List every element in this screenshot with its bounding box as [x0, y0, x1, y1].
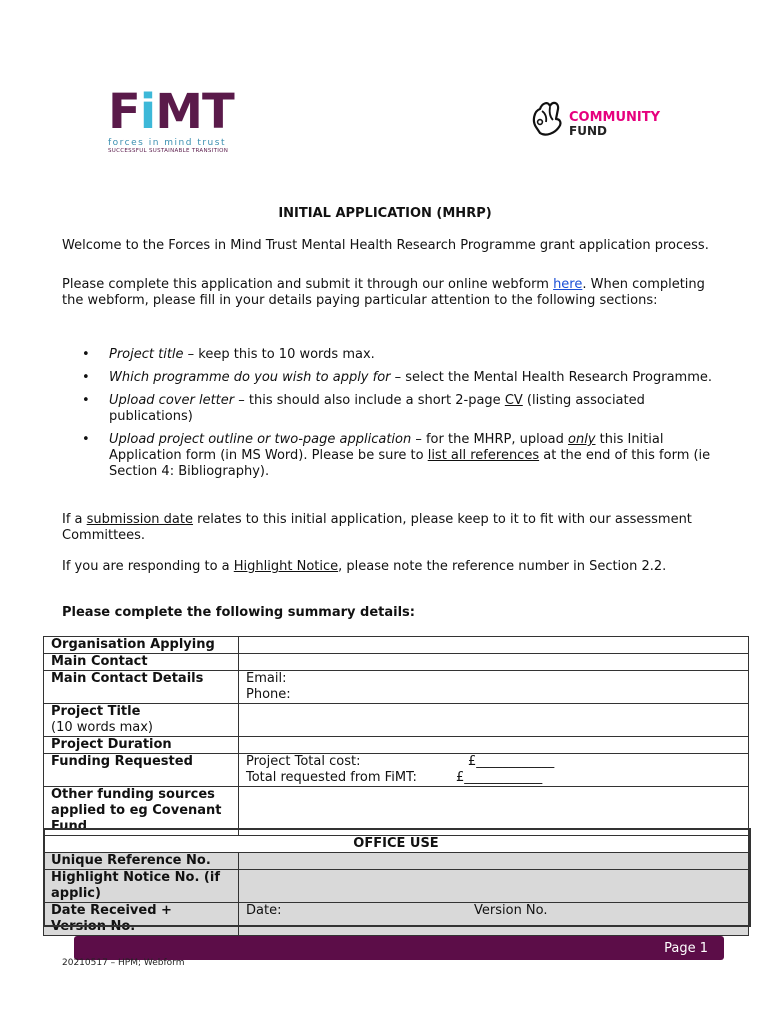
- footer-reference: 20210517 – HPM; Webform: [62, 958, 185, 968]
- other-funding-label: Other funding sources applied to eg Covenant Fund: [44, 787, 239, 836]
- unique-reference-label: Unique Reference No.: [44, 853, 239, 870]
- table-row: [44, 836, 749, 853]
- footer-bar: [74, 936, 724, 960]
- document-title: INITIAL APPLICATION (MHRP): [278, 206, 492, 221]
- main-contact-field[interactable]: [239, 654, 749, 671]
- total-cost-blank: £____________: [468, 754, 555, 769]
- project-duration-label: Project Duration: [44, 737, 239, 754]
- list-item: • Project title – keep this to 10 words max.: [62, 347, 712, 363]
- date-label: Date:: [246, 903, 282, 918]
- table-row: [44, 853, 749, 870]
- community-fund-logo: [528, 95, 678, 145]
- project-title-label: Project Title (10 words max): [44, 704, 239, 737]
- table-row: [44, 704, 749, 737]
- project-title-field[interactable]: [239, 704, 749, 737]
- fimt-tagline: forces in mind trust: [108, 138, 226, 148]
- table-row: [44, 737, 749, 754]
- office-use-heading: OFFICE USE: [44, 836, 749, 853]
- list-item: • Upload cover letter – this should also include a short 2-page CV (listing associated publications): [62, 393, 712, 425]
- page-number: Page 1: [664, 941, 708, 956]
- summary-heading: Please complete the following summary details:: [62, 605, 415, 620]
- fimt-logo: [108, 84, 238, 160]
- email-label: Email:: [246, 671, 287, 686]
- main-contact-label: Main Contact: [44, 654, 239, 671]
- table-row: [44, 654, 749, 671]
- main-contact-details-label: Main Contact Details: [44, 671, 239, 704]
- intro-paragraph: Welcome to the Forces in Mind Trust Mental Health Research Programme grant application process.: [62, 238, 709, 253]
- contact-details-field[interactable]: [239, 671, 749, 704]
- date-received-label: Date Received + Version No.: [44, 903, 239, 936]
- highlight-notice-note: If you are responding to a Highlight Notice, please note the reference number in Section 2.2.: [62, 559, 667, 574]
- table-row: [44, 787, 749, 836]
- organisation-field[interactable]: [239, 637, 749, 654]
- total-requested-label: Total requested from FiMT:: [246, 770, 417, 785]
- table-row: [44, 671, 749, 704]
- instructions-paragraph: Please complete this application and submit it through our online webform here. When completing the webform, please fill in your details paying particular attention to the following sections:: [62, 277, 705, 308]
- fimt-wordmark: FiMT: [108, 84, 234, 140]
- funding-requested-label: Funding Requested: [44, 754, 239, 787]
- other-funding-field[interactable]: [239, 787, 749, 836]
- version-label: Version No.: [474, 903, 548, 918]
- crossed-fingers-icon: [528, 97, 568, 139]
- highlight-notice-no-label: Highlight Notice No. (if applic): [44, 870, 239, 903]
- cf-logo-line2: FUND: [569, 124, 607, 138]
- total-cost-label: Project Total cost:: [246, 754, 361, 769]
- list-item: • Upload project outline or two-page application – for the MHRP, upload only this Initial Application form (in MS Word). Please be sure to list all references at the end of this form (ie Section 4: Bibliography).: [62, 432, 712, 480]
- cf-logo-line1: COMMUNITY: [569, 110, 661, 125]
- list-item: • Which programme do you wish to apply for – select the Mental Health Research Programme.: [62, 370, 712, 386]
- fimt-subline: SUCCESSFUL SUSTAINABLE TRANSITION: [108, 148, 229, 154]
- webform-link[interactable]: here: [553, 277, 583, 292]
- table-row: [44, 903, 749, 936]
- funding-requested-field[interactable]: [239, 754, 749, 787]
- table-row: [44, 870, 749, 903]
- unique-reference-field[interactable]: [239, 853, 749, 870]
- organisation-label: Organisation Applying: [44, 637, 239, 654]
- project-duration-field[interactable]: [239, 737, 749, 754]
- submission-date-note: If a submission date relates to this initial application, please keep to it to fit with our assessment Committees.: [62, 512, 692, 543]
- summary-table: [43, 636, 749, 936]
- phone-label: Phone:: [246, 687, 291, 702]
- table-row: [44, 637, 749, 654]
- highlight-notice-no-field[interactable]: [239, 870, 749, 903]
- webform-sections-list: [62, 347, 712, 487]
- table-row: [44, 754, 749, 787]
- total-requested-blank: £____________: [456, 770, 543, 785]
- date-received-field[interactable]: [239, 903, 749, 936]
